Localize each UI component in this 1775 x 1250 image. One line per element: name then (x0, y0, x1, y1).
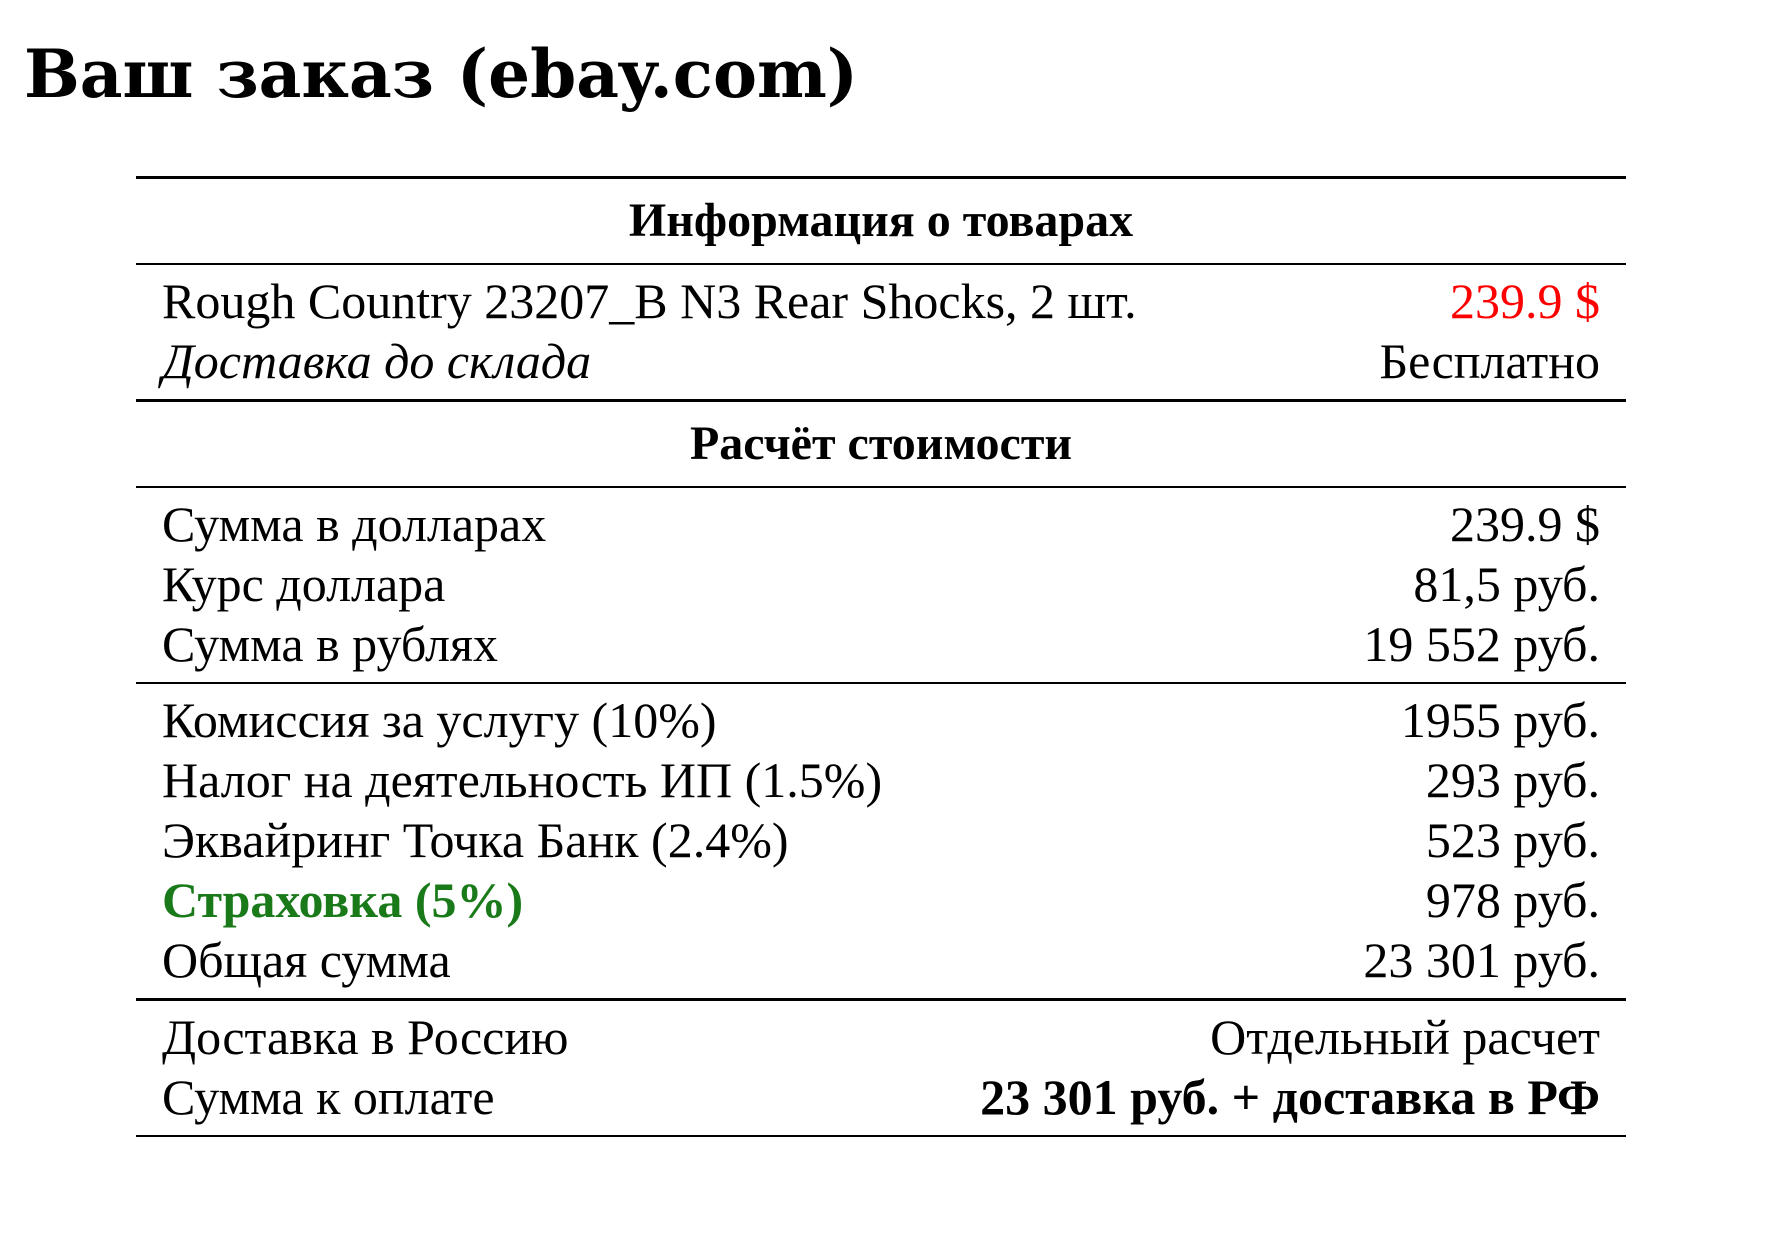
conversion-row (136, 554, 1626, 614)
warehouse-delivery-label: Доставка до склада (162, 333, 592, 389)
russia-delivery-label: Доставка в Россию (162, 1009, 569, 1065)
fee-label: Эквайринг Точка Банк (2.4%) (162, 812, 789, 868)
conversion-row (136, 614, 1626, 674)
fee-value: 293 руб. (1425, 752, 1600, 808)
insurance-label: Страховка (5%) (162, 872, 524, 928)
russia-delivery-row (136, 1007, 1626, 1067)
final-rows (136, 1001, 1626, 1135)
goods-rows (136, 265, 1626, 399)
fee-label: Комиссия за услугу (10%) (162, 692, 717, 748)
fee-value: 523 руб. (1425, 812, 1600, 868)
total-row (136, 930, 1626, 990)
fee-label: Налог на деятельность ИП (1.5%) (162, 752, 883, 808)
item-row (136, 271, 1626, 331)
fee-row (136, 810, 1626, 870)
warehouse-delivery-row (136, 331, 1626, 391)
conversion-rows (136, 488, 1626, 682)
amount-due-value: 23 301 руб. + доставка в РФ (980, 1069, 1600, 1125)
amount-due-label: Сумма к оплате (162, 1069, 495, 1125)
conversion-label: Курс доллара (162, 556, 446, 612)
total-value: 23 301 руб. (1363, 932, 1600, 988)
warehouse-delivery-value: Бесплатно (1379, 333, 1600, 389)
conversion-value: 239.9 $ (1450, 496, 1600, 552)
item-name: Rough Country 23207_B N3 Rear Shocks, 2 шт. (162, 273, 1137, 329)
russia-delivery-value: Отдельный расчет (1210, 1009, 1600, 1065)
fee-row (136, 690, 1626, 750)
goods-section-header: Информация о товарах (628, 194, 1134, 247)
total-label: Общая сумма (162, 932, 451, 988)
conversion-label: Сумма в рублях (162, 616, 499, 672)
fee-row (136, 750, 1626, 810)
fee-value: 1955 руб. (1400, 692, 1600, 748)
conversion-row (136, 494, 1626, 554)
page-title: Ваш заказ (ebay.com) (24, 35, 859, 113)
insurance-value: 978 руб. (1425, 872, 1600, 928)
order-summary-table (136, 176, 1626, 1137)
fee-rows (136, 684, 1626, 998)
amount-due-row (136, 1067, 1626, 1127)
conversion-label: Сумма в долларах (162, 496, 547, 552)
cost-section-header: Расчёт стоимости (689, 417, 1073, 470)
bottom-rule (136, 1135, 1626, 1137)
item-price: 239.9 $ (1450, 273, 1600, 329)
conversion-value: 81,5 руб. (1413, 556, 1600, 612)
insurance-row (136, 870, 1626, 930)
conversion-value: 19 552 руб. (1363, 616, 1600, 672)
